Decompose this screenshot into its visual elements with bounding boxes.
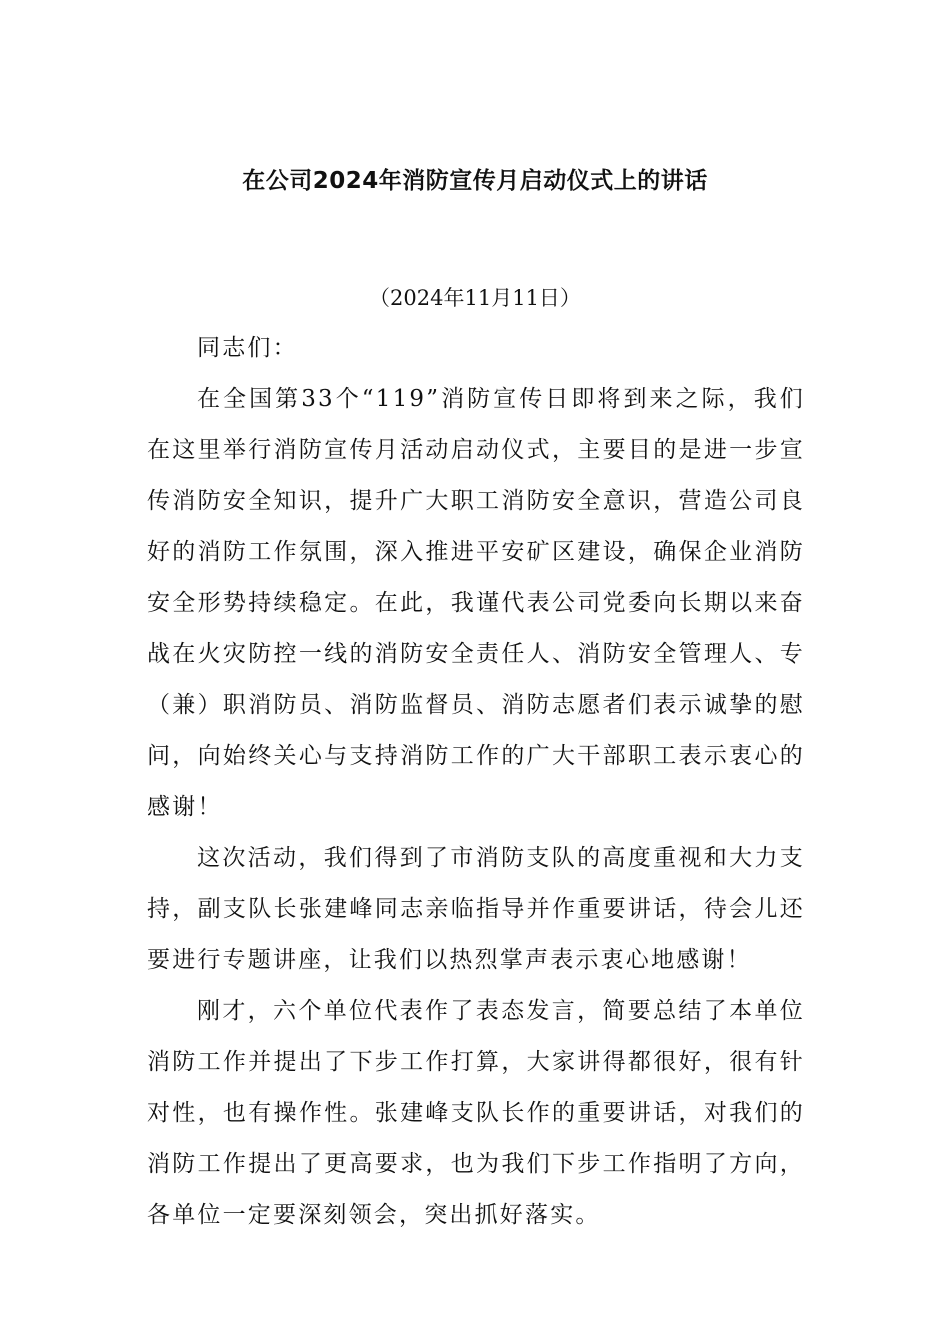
document-body [147, 323, 805, 1241]
speech-date: （2024年11月11日） [369, 286, 581, 310]
paragraph: 这次活动，我们得到了市消防支队的高度重视和大力支持，副支队长张建峰同志亲临指导并作重要讲话，待会儿还要进行专题讲座，让我们以热烈掌声表示衷心地感谢！ [147, 845, 805, 973]
salutation: 同志们： [197, 335, 298, 361]
paragraph: 在全国第33个“119”消防宣传日即将到来之际，我们在这里举行消防宣传月活动启动仪式，主要目的是进一步宣传消防安全知识，提升广大职工消防安全意识，营造公司良好的消防工作氛围，深入推进平安矿区建设，确保企业消防安全形势持续稳定。在此，我谨代表公司党委向长期以来奋战在火灾防控一线的消防安全责任人、消防安全管理人、专（兼）职消防员、消防监督员、消防志愿者们表示诚挚的慰问，向始终关心与支持消防工作的广大干部职工表示衷心的感谢！ [147, 386, 805, 820]
paragraph: 刚才，六个单位代表作了表态发言，简要总结了本单位消防工作并提出了下步工作打算，大家讲得都很好，很有针对性，也有操作性。张建峰支队长作的重要讲话，对我们的消防工作提出了更高要求，也为我们下步工作指明了方向，各单位一定要深刻领会，突出抓好落实。 [147, 998, 805, 1228]
document-title: 在公司2024年消防宣传月启动仪式上的讲话 [242, 168, 708, 194]
